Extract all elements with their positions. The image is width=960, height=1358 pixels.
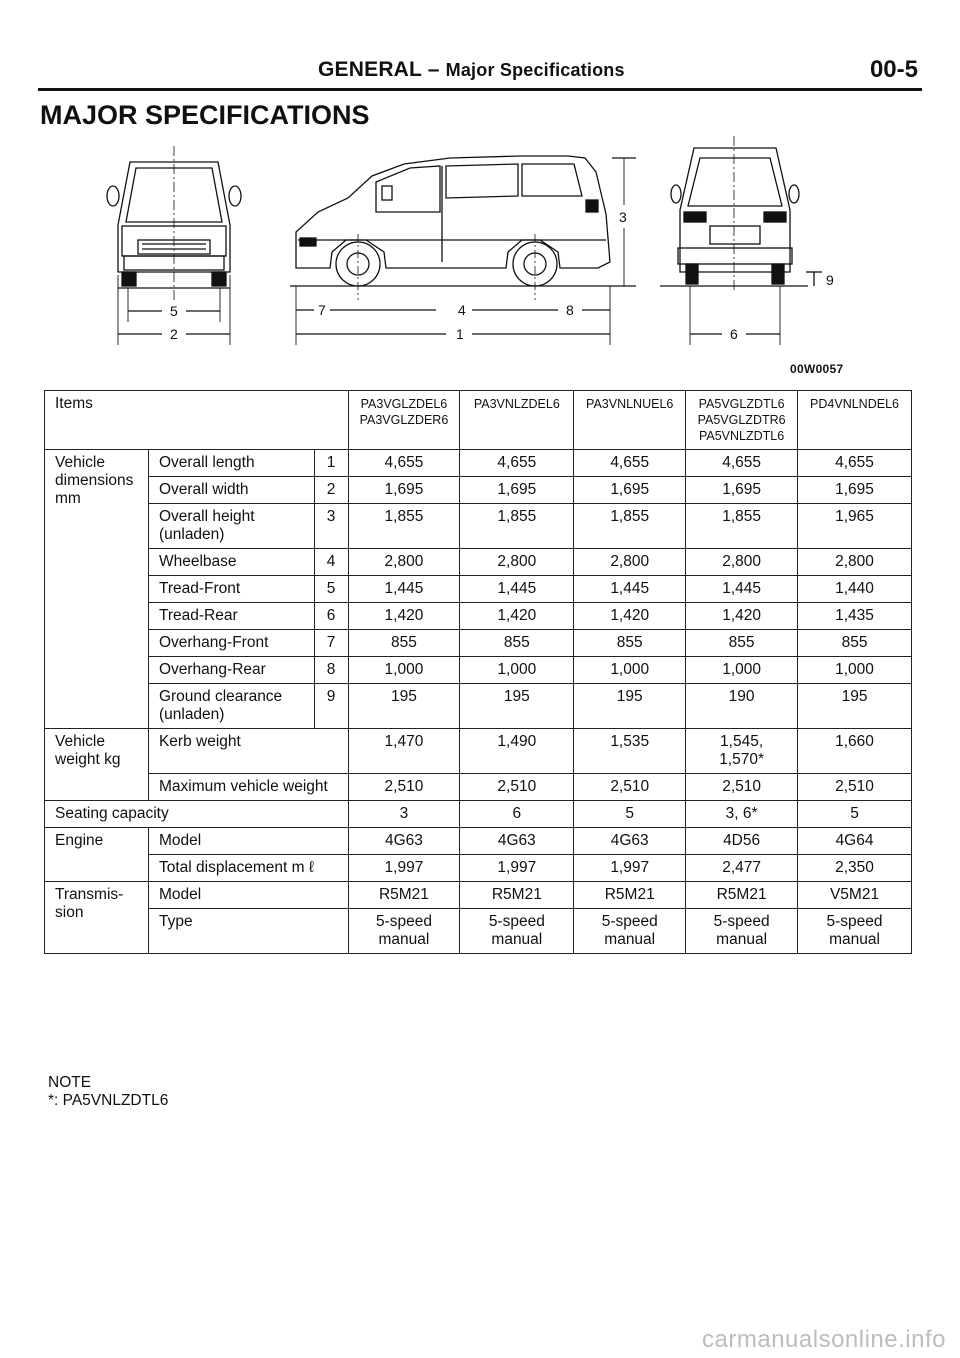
table-row xyxy=(45,882,912,909)
table-cell: 2,800 xyxy=(460,549,574,576)
table-cell: 195 xyxy=(798,684,912,729)
table-row xyxy=(45,774,912,801)
ref-number: 2 xyxy=(314,477,348,504)
page-title: MAJOR SPECIFICATIONS xyxy=(40,100,370,130)
table-cell: 2,350 xyxy=(798,855,912,882)
side-view-drawing xyxy=(296,156,610,300)
table-cell: V5M21 xyxy=(798,882,912,909)
ref-number: 3 xyxy=(314,504,348,549)
table-cell: 1,695 xyxy=(574,477,686,504)
table-cell: 1,420 xyxy=(460,603,574,630)
row-label: Overhang-Front xyxy=(148,630,314,657)
items-header: Items xyxy=(45,391,349,450)
dim-label-2: 2 xyxy=(170,326,178,342)
dim-label-7: 7 xyxy=(318,302,326,318)
table-row xyxy=(45,828,912,855)
dim-label-6: 6 xyxy=(730,326,738,342)
table-cell: 5-speed manual xyxy=(798,909,912,954)
ref-number: 4 xyxy=(314,549,348,576)
table-cell: 1,000 xyxy=(686,657,798,684)
table-cell: 2,510 xyxy=(686,774,798,801)
dim-label-5: 5 xyxy=(170,303,178,319)
row-label: Model xyxy=(148,828,348,855)
table-cell: R5M21 xyxy=(574,882,686,909)
figure-id: 00W0057 xyxy=(790,362,844,376)
table-header-row xyxy=(45,391,912,450)
table-cell: 1,435 xyxy=(798,603,912,630)
table-cell: 190 xyxy=(686,684,798,729)
header-section: GENERAL xyxy=(318,58,422,81)
table-cell: 1,000 xyxy=(348,657,460,684)
table-cell: 1,997 xyxy=(348,855,460,882)
note-text: *: PA5VNLZDTL6 xyxy=(48,1092,169,1109)
table-cell: 5-speed manual xyxy=(686,909,798,954)
table-cell: 1,965 xyxy=(798,504,912,549)
group-vehicle-dimensions: Vehicle dimensions mm xyxy=(45,450,149,729)
dim-label-8: 8 xyxy=(566,302,574,318)
table-row xyxy=(45,450,912,477)
table-cell: 855 xyxy=(686,630,798,657)
header-rule xyxy=(38,88,922,91)
model-header: PD4VNLNDEL6 xyxy=(798,391,912,450)
row-label: Overall length xyxy=(148,450,314,477)
table-cell: 195 xyxy=(348,684,460,729)
table-row xyxy=(45,684,912,729)
ref-number: 1 xyxy=(314,450,348,477)
row-label: Model xyxy=(148,882,348,909)
note-heading: NOTE xyxy=(48,1074,92,1091)
watermark: carmanualsonline.info xyxy=(702,1326,946,1353)
table-cell: 6 xyxy=(460,801,574,828)
footnote xyxy=(48,1074,168,1110)
table-cell: 1,000 xyxy=(798,657,912,684)
row-label: Maximum vehicle weight xyxy=(148,774,348,801)
row-label: Tread-Front xyxy=(148,576,314,603)
table-cell: 1,535 xyxy=(574,729,686,774)
page-header xyxy=(318,58,625,82)
table-cell: 1,545, 1,570* xyxy=(686,729,798,774)
header-dash: – xyxy=(421,58,446,81)
table-cell: 3 xyxy=(348,801,460,828)
table-cell: 2,477 xyxy=(686,855,798,882)
table-cell: 1,695 xyxy=(686,477,798,504)
table-cell: 1,420 xyxy=(348,603,460,630)
table-row xyxy=(45,477,912,504)
ref-number: 8 xyxy=(314,657,348,684)
dim-label-3: 3 xyxy=(619,209,627,225)
specifications-table xyxy=(44,390,912,954)
table-cell: 1,855 xyxy=(460,504,574,549)
table-cell: 4G63 xyxy=(460,828,574,855)
model-header: PA3VGLZDEL6 PA3VGLZDER6 xyxy=(348,391,460,450)
table-cell: 1,997 xyxy=(460,855,574,882)
header-subsection: Major Specifications xyxy=(445,60,625,80)
table-cell: 4,655 xyxy=(348,450,460,477)
model-header: PA5VGLZDTL6 PA5VGLZDTR6 PA5VNLZDTL6 xyxy=(686,391,798,450)
table-row xyxy=(45,603,912,630)
dim-label-1: 1 xyxy=(456,326,464,342)
table-cell: 1,660 xyxy=(798,729,912,774)
rear-view-dimension-lines xyxy=(690,272,822,345)
table-cell: 5-speed manual xyxy=(574,909,686,954)
row-label: Total displacement m ℓ xyxy=(148,855,348,882)
table-cell: 1,440 xyxy=(798,576,912,603)
table-cell: 1,695 xyxy=(460,477,574,504)
table-row xyxy=(45,630,912,657)
table-cell: 4,655 xyxy=(798,450,912,477)
table-cell: 1,420 xyxy=(686,603,798,630)
row-label: Overall width xyxy=(148,477,314,504)
table-cell: 1,000 xyxy=(574,657,686,684)
group-vehicle-weight: Vehicle weight kg xyxy=(45,729,149,801)
ref-number: 7 xyxy=(314,630,348,657)
table-cell: 1,000 xyxy=(460,657,574,684)
ref-number: 5 xyxy=(314,576,348,603)
row-label: Tread-Rear xyxy=(148,603,314,630)
table-row xyxy=(45,801,912,828)
table-cell: 1,490 xyxy=(460,729,574,774)
table-cell: 2,510 xyxy=(574,774,686,801)
table-cell: R5M21 xyxy=(348,882,460,909)
group-transmission: Transmis- sion xyxy=(45,882,149,954)
row-label: Kerb weight xyxy=(148,729,348,774)
table-row xyxy=(45,909,912,954)
model-header: PA3VNLZDEL6 xyxy=(460,391,574,450)
table-cell: 1,445 xyxy=(574,576,686,603)
table-cell: 1,420 xyxy=(574,603,686,630)
table-row xyxy=(45,576,912,603)
table-cell: 4D56 xyxy=(686,828,798,855)
table-cell: 5-speed manual xyxy=(460,909,574,954)
table-cell: 4,655 xyxy=(574,450,686,477)
table-cell: 855 xyxy=(348,630,460,657)
table-cell: 855 xyxy=(798,630,912,657)
table-row xyxy=(45,504,912,549)
table-cell: 5 xyxy=(574,801,686,828)
table-cell: 1,445 xyxy=(348,576,460,603)
table-cell: 5 xyxy=(798,801,912,828)
group-engine: Engine xyxy=(45,828,149,882)
table-cell: 2,510 xyxy=(348,774,460,801)
row-label: Ground clearance (unladen) xyxy=(148,684,314,729)
table-cell: 4G63 xyxy=(348,828,460,855)
table-cell: 4G64 xyxy=(798,828,912,855)
table-cell: 1,695 xyxy=(348,477,460,504)
dim-label-9: 9 xyxy=(826,272,834,288)
row-label: Type xyxy=(148,909,348,954)
table-cell: 4G63 xyxy=(574,828,686,855)
table-cell: 2,800 xyxy=(348,549,460,576)
row-label: Overall height (unladen) xyxy=(148,504,314,549)
seating-capacity-label: Seating capacity xyxy=(45,801,349,828)
page-number: 00-5 xyxy=(869,56,918,83)
dim-label-4: 4 xyxy=(458,302,466,318)
table-cell: 195 xyxy=(574,684,686,729)
table-cell: 2,800 xyxy=(574,549,686,576)
table-cell: 1,855 xyxy=(686,504,798,549)
vehicle-dimension-diagram xyxy=(0,130,960,370)
table-cell: 1,470 xyxy=(348,729,460,774)
table-row xyxy=(45,729,912,774)
table-cell: 855 xyxy=(460,630,574,657)
table-cell: R5M21 xyxy=(460,882,574,909)
rear-view-drawing xyxy=(660,136,808,292)
table-cell: 1,445 xyxy=(460,576,574,603)
table-cell: 2,510 xyxy=(798,774,912,801)
table-cell: 1,855 xyxy=(348,504,460,549)
table-cell: 5-speed manual xyxy=(348,909,460,954)
table-cell: 2,800 xyxy=(798,549,912,576)
row-label: Overhang-Rear xyxy=(148,657,314,684)
table-cell: 2,510 xyxy=(460,774,574,801)
table-cell: 4,655 xyxy=(460,450,574,477)
table-cell: 855 xyxy=(574,630,686,657)
table-cell: 195 xyxy=(460,684,574,729)
table-cell: 1,997 xyxy=(574,855,686,882)
table-cell: 1,445 xyxy=(686,576,798,603)
table-cell: R5M21 xyxy=(686,882,798,909)
table-cell: 3, 6* xyxy=(686,801,798,828)
ref-number: 6 xyxy=(314,603,348,630)
table-cell: 1,855 xyxy=(574,504,686,549)
table-row xyxy=(45,549,912,576)
model-header: PA3VNLNUEL6 xyxy=(574,391,686,450)
row-label: Wheelbase xyxy=(148,549,314,576)
table-row xyxy=(45,855,912,882)
table-row xyxy=(45,657,912,684)
ref-number: 9 xyxy=(314,684,348,729)
front-view-drawing xyxy=(107,146,241,300)
table-cell: 4,655 xyxy=(686,450,798,477)
table-cell: 1,695 xyxy=(798,477,912,504)
table-cell: 2,800 xyxy=(686,549,798,576)
